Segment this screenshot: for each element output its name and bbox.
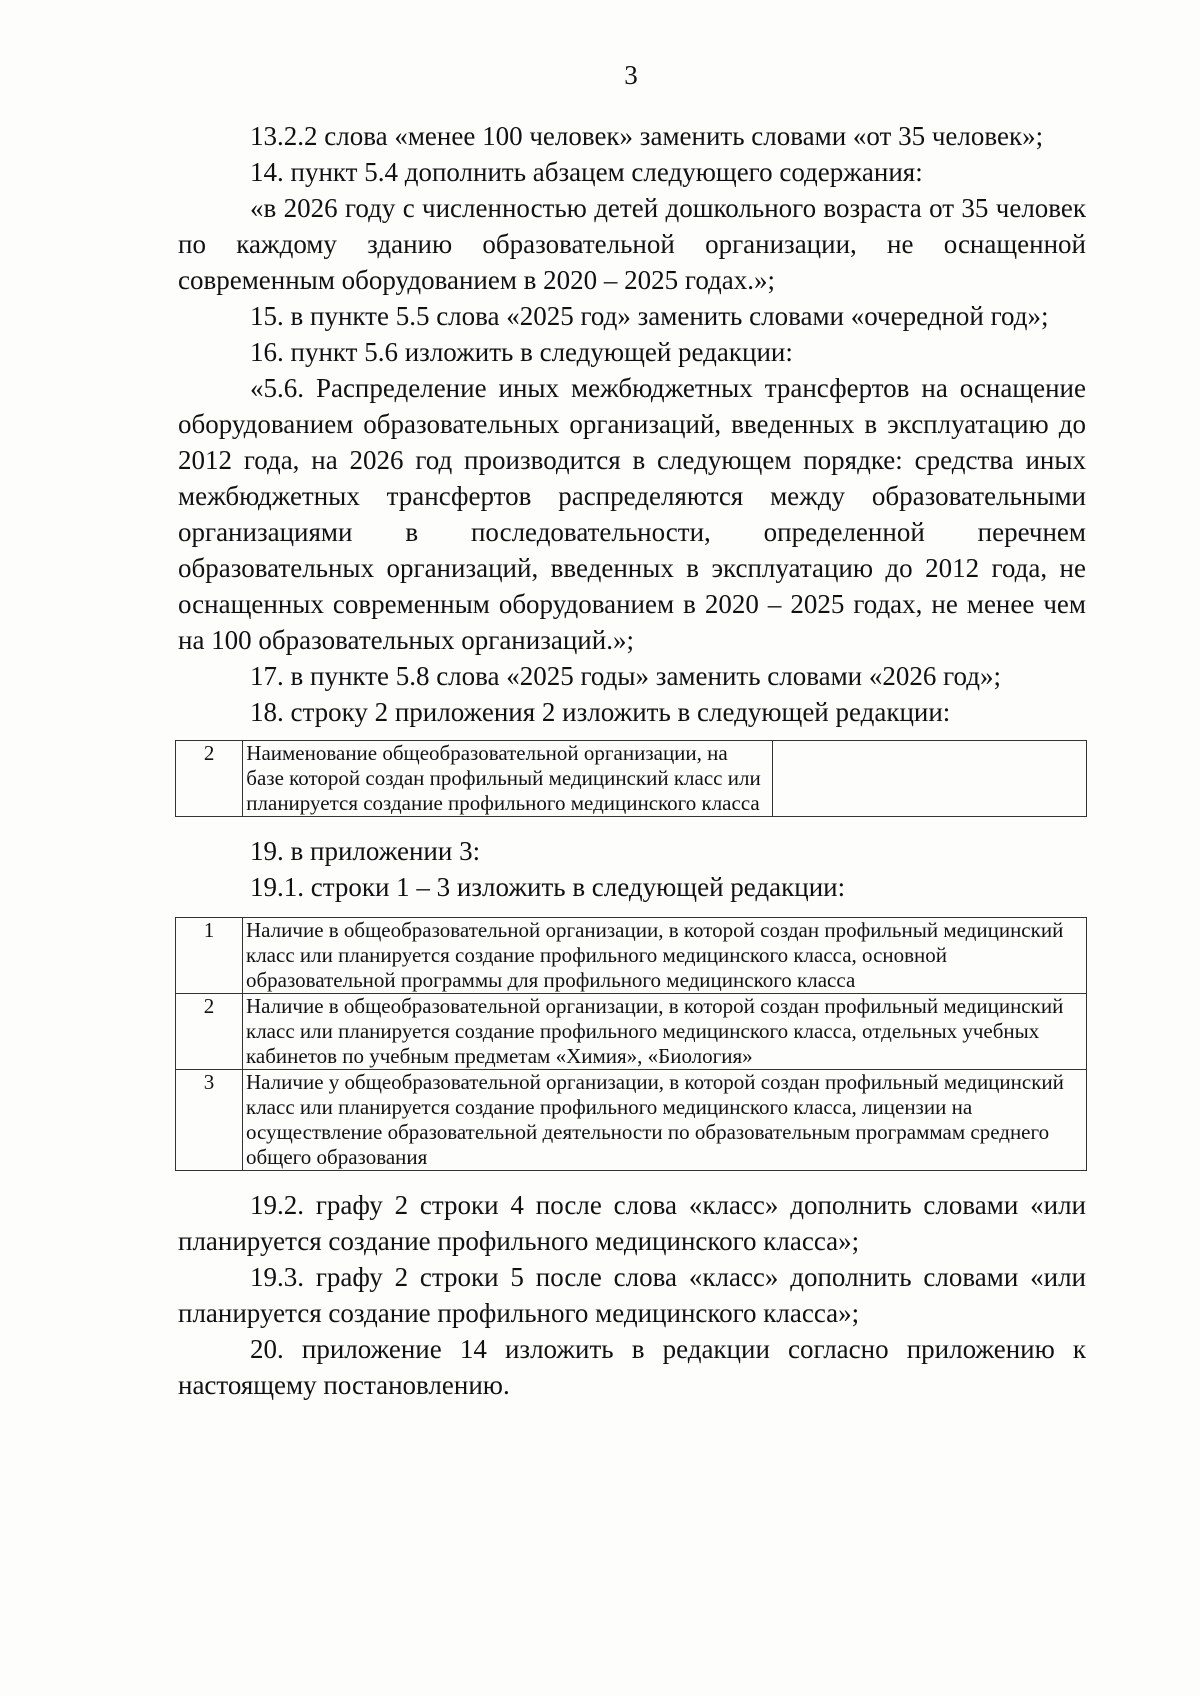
paragraph-19-1: 19.1. строки 1 – 3 изложить в следующей редакции: — [250, 872, 846, 902]
row-number: 2 — [176, 741, 243, 817]
appendix-3-rows-table — [175, 917, 1087, 1171]
paragraph-19: 19. в приложении 3: — [250, 836, 481, 866]
table-row — [176, 1070, 1087, 1171]
appendix-2-row-table — [175, 740, 1087, 817]
row-value — [772, 741, 1086, 817]
row-number: 2 — [176, 994, 243, 1070]
paragraph-19-2: 19.2. графу 2 строки 4 после слова «класс» дополнить словами «или планируется создание профильного медицинского класса»; — [178, 1190, 1086, 1256]
table-row — [176, 918, 1087, 994]
row-number: 1 — [176, 918, 243, 994]
paragraph-5-6-quote: «5.6. Распределение иных межбюджетных трансфертов на оснащение оборудованием образовательных организаций, введенных в эксплуатацию до 2012 года, на 2026 год производится в следующем порядке: средства иных межбюджетных трансфертов распределяются между образовательными организациями в последовательности, определенной перечнем образовательных организаций, введенных в эксплуатацию до 2012 года, не оснащенных современным оборудованием в 2020 – 2025 годах, не менее чем на 100 образовательных организаций.»; — [178, 373, 1086, 655]
row-text: Наличие в общеобразовательной организации, в которой создан профильный медицинский класс или планируется создание профильного медицинского класса, отдельных учебных кабинетов по учебным предметам «Химия», «Биология» — [243, 994, 1087, 1070]
row-text: Наименование общеобразовательной организации, на базе которой создан профильный медицинский класс или планируется создание профильного медицинского класса — [243, 741, 772, 817]
table-row — [176, 741, 1087, 817]
document-body — [178, 118, 1086, 1403]
page-number: 3 — [624, 60, 638, 90]
paragraph-17: 17. в пункте 5.8 слова «2025 годы» заменить словами «2026 год»; — [250, 661, 1001, 691]
paragraph-19-3: 19.3. графу 2 строки 5 после слова «класс» дополнить словами «или планируется создание профильного медицинского класса»; — [178, 1262, 1086, 1328]
paragraph-15: 15. в пункте 5.5 слова «2025 год» заменить словами «очередной год»; — [250, 301, 1049, 331]
table-row — [176, 994, 1087, 1070]
row-number: 3 — [176, 1070, 243, 1171]
row-text: Наличие в общеобразовательной организации, в которой создан профильный медицинский класс или планируется создание профильного медицинского класса, основной образовательной программы для профильного медицинского класса — [243, 918, 1087, 994]
paragraph-13-2-2: 13.2.2 слова «менее 100 человек» заменить словами «от 35 человек»; — [250, 121, 1044, 151]
paragraph-18: 18. строку 2 приложения 2 изложить в следующей редакции: — [250, 697, 951, 727]
paragraph-16: 16. пункт 5.6 изложить в следующей редакции: — [250, 337, 793, 367]
paragraph-20: 20. приложение 14 изложить в редакции согласно приложению к настоящему постановлению. — [178, 1334, 1086, 1400]
row-text: Наличие у общеобразовательной организации, в которой создан профильный медицинский класс или планируется создание профильного медицинского класса, лицензии на осуществление образовательной деятельности по образовательным программам среднего общего образования — [243, 1070, 1087, 1171]
paragraph-14-quote: «в 2026 году с численностью детей дошкольного возраста от 35 человек по каждому зданию образовательной организации, не оснащенной современным оборудованием в 2020 – 2025 годах.»; — [178, 193, 1086, 295]
paragraph-14: 14. пункт 5.4 дополнить абзацем следующего содержания: — [250, 157, 923, 187]
